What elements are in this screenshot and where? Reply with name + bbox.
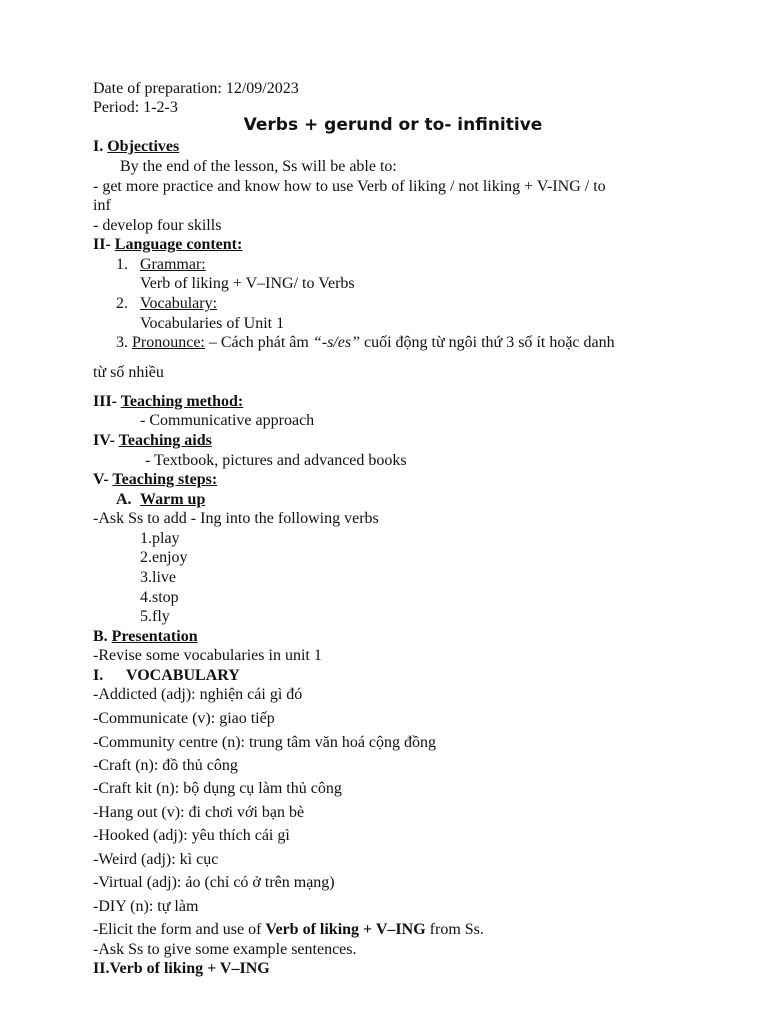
presentation-heading bbox=[93, 627, 198, 646]
elicit-text-a: -Elicit the form and use of bbox=[93, 921, 266, 938]
vocabulary-item bbox=[116, 294, 217, 313]
objective-item-2: - develop four skills bbox=[93, 217, 222, 234]
objective-item-1: - get more practice and know how to use Verb of liking / not liking + V-ING / to bbox=[93, 178, 606, 195]
teaching-method-heading bbox=[93, 392, 243, 411]
verb-list-item: 3.live bbox=[140, 569, 176, 586]
objective-item-1-cont: inf bbox=[93, 197, 111, 214]
elicit-instruction bbox=[93, 920, 484, 939]
vocabulary-number: 2. bbox=[116, 295, 128, 312]
pronounce-item bbox=[116, 333, 615, 352]
pronounce-number: 3. bbox=[116, 334, 132, 351]
warm-up-letter: A. bbox=[116, 491, 132, 508]
verb-list-item: 2.enjoy bbox=[140, 549, 188, 566]
vocabulary-entry: -Virtual (adj): ảo (chỉ có ở trên mạng) bbox=[93, 874, 335, 891]
language-content-title: Language content: bbox=[114, 236, 243, 253]
warm-up-heading bbox=[116, 490, 205, 509]
vocabulary-entry: -Addicted (adj): nghiện cái gì đó bbox=[93, 686, 303, 703]
vocabulary-entry: -Hooked (adj): yêu thích cái gì bbox=[93, 827, 290, 844]
vocabulary-entry: -Hang out (v): đi chơi với bạn bè bbox=[93, 804, 305, 821]
elicit-text-b: from Ss. bbox=[425, 921, 484, 938]
grammar-label: Grammar: bbox=[140, 256, 206, 273]
vocabulary-label: Vocabulary: bbox=[140, 295, 218, 312]
example-sentences-instruction: -Ask Ss to give some example sentences. bbox=[93, 941, 357, 958]
vocabulary-entry: -Weird (adj): kì cục bbox=[93, 851, 219, 868]
vocabulary-entry: -DIY (n): tự làm bbox=[93, 898, 199, 915]
presentation-title: Presentation bbox=[111, 628, 198, 645]
teaching-method-prefix: III- bbox=[93, 393, 121, 410]
objectives-prefix: I. bbox=[93, 138, 108, 155]
objectives-intro: By the end of the lesson, Ss will be able to: bbox=[120, 158, 397, 175]
presentation-task: -Revise some vocabularies in unit 1 bbox=[93, 647, 322, 664]
verb-list-item: 4.stop bbox=[140, 589, 179, 606]
grammar-item bbox=[116, 255, 206, 274]
teaching-aids-prefix: IV- bbox=[93, 432, 119, 449]
page-title: Verbs + gerund or to- infinitive bbox=[243, 115, 543, 135]
pronounce-text-a: – Cách phát âm bbox=[204, 334, 313, 351]
objectives-title: Objectives bbox=[107, 138, 180, 155]
section-2-heading: II.Verb of liking + V–ING bbox=[93, 960, 270, 977]
teaching-aids-title: Teaching aids bbox=[118, 432, 212, 449]
vocabulary-entry: -Community centre (n): trung tâm văn hoá cộng đồng bbox=[93, 734, 437, 751]
teaching-method-item: - Communicative approach bbox=[140, 412, 315, 429]
language-content-prefix: II- bbox=[93, 236, 115, 253]
pronounce-ending: “-s/es” bbox=[312, 334, 360, 351]
date-of-preparation: Date of preparation: 12/09/2023 bbox=[93, 80, 299, 97]
teaching-steps-heading bbox=[93, 470, 217, 489]
verb-list-item: 1.play bbox=[140, 530, 180, 547]
vocabulary-entry: -Craft (n): đồ thủ công bbox=[93, 757, 238, 774]
vocabulary-entry: -Craft kit (n): bộ dụng cụ làm thủ công bbox=[93, 780, 342, 797]
teaching-steps-title: Teaching steps: bbox=[112, 471, 218, 488]
presentation-prefix: B. bbox=[93, 628, 112, 645]
objectives-heading bbox=[93, 137, 179, 156]
warm-up-task: -Ask Ss to add - Ing into the following verbs bbox=[93, 510, 379, 527]
vocabulary-entry: -Communicate (v): giao tiếp bbox=[93, 710, 275, 727]
pronounce-text-b: cuối động từ ngôi thứ 3 số ít hoặc danh bbox=[359, 334, 615, 351]
warm-up-title: Warm up bbox=[140, 491, 206, 508]
vocabulary-section-title: VOCABULARY bbox=[126, 667, 240, 684]
verb-list-item: 5.fly bbox=[140, 608, 170, 625]
pronounce-label: Pronounce: bbox=[132, 334, 205, 351]
pronounce-text-cont: từ số nhiều bbox=[93, 364, 164, 381]
vocabulary-section-number: I. bbox=[93, 667, 104, 684]
vocabulary-text: Vocabularies of Unit 1 bbox=[140, 315, 285, 332]
language-content-heading bbox=[93, 235, 242, 254]
teaching-method-title: Teaching method: bbox=[120, 393, 244, 410]
vocabulary-section-heading bbox=[93, 666, 240, 685]
teaching-steps-prefix: V- bbox=[93, 471, 113, 488]
grammar-number: 1. bbox=[116, 256, 128, 273]
period: Period: 1-2-3 bbox=[93, 99, 178, 116]
grammar-text: Verb of liking + V–ING/ to Verbs bbox=[140, 275, 355, 292]
teaching-aids-heading bbox=[93, 431, 212, 450]
elicit-formula: Verb of liking + V–ING bbox=[265, 921, 426, 938]
teaching-aids-item: - Textbook, pictures and advanced books bbox=[145, 452, 407, 469]
